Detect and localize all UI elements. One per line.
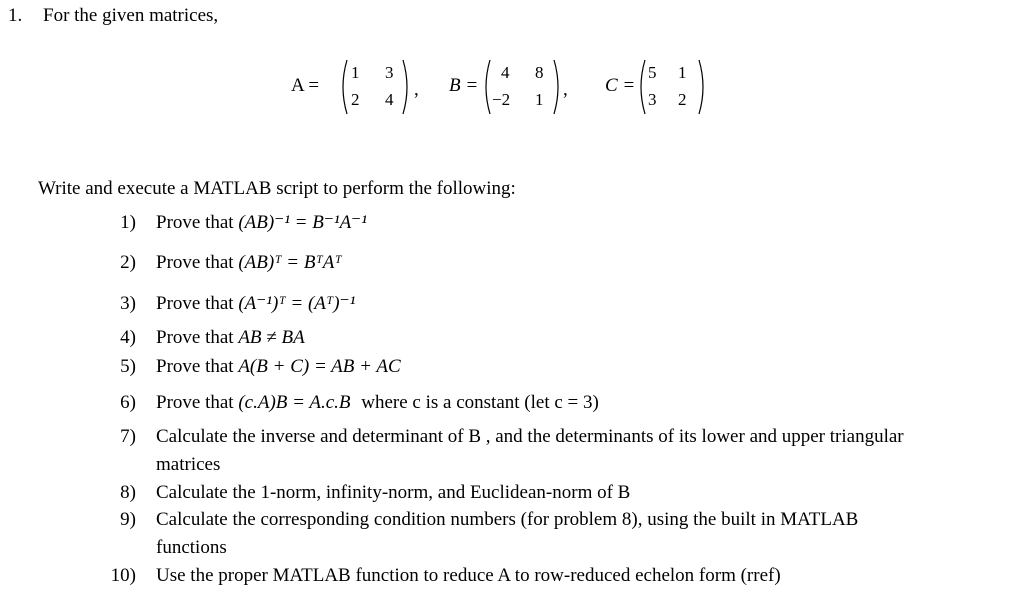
matrix-c-cell: 2	[678, 90, 687, 109]
item-body: Calculate the inverse and determinant of B , and the determinants of its lower and upper triangular	[156, 426, 904, 447]
matrix-c-cell: 1	[678, 63, 687, 82]
item-number: 7)	[120, 426, 136, 447]
item-text: Prove that	[156, 293, 234, 314]
matrix-c-cell: 5	[648, 63, 657, 82]
item-text: Prove that	[156, 252, 234, 273]
item-body	[156, 328, 305, 347]
item-number: 2)	[120, 252, 136, 273]
item-math: (AB)ᵀ = BᵀAᵀ	[238, 252, 342, 273]
item-math: (A⁻¹)ᵀ = (Aᵀ)⁻¹	[238, 293, 356, 314]
item-math: A(B + C) = AB + AC	[238, 356, 401, 377]
item-math: (c.A)B = A.c.B	[238, 392, 351, 413]
matrix-b-cell: 4	[501, 63, 510, 82]
matrix-a-brackets	[338, 58, 412, 116]
matrix-c-brackets	[636, 58, 708, 116]
matrix-b-separator: ,	[563, 79, 568, 100]
item-number: 4)	[120, 327, 136, 348]
item-math: (AB)⁻¹ = B⁻¹A⁻¹	[238, 212, 367, 233]
matrix-b-label: B =	[449, 75, 479, 96]
item-body: Calculate the 1-norm, infinity-norm, and Euclidean-norm of B	[156, 482, 631, 503]
item-body	[156, 253, 342, 272]
item-text: Prove that	[156, 327, 234, 348]
matrix-b-cell: 8	[535, 63, 544, 82]
item-body	[156, 213, 367, 232]
item-number: 10)	[110, 565, 136, 586]
matrix-a-cell: 2	[351, 90, 360, 109]
item-continuation: functions	[156, 537, 227, 558]
item-number: 5)	[120, 356, 136, 377]
item-body: Use the proper MATLAB function to reduce A to row-reduced echelon form (rref)	[156, 565, 781, 586]
item-number: 9)	[120, 509, 136, 530]
matrix-a-cell: 3	[385, 63, 394, 82]
instruction-text: Write and execute a MATLAB script to perform the following:	[38, 178, 516, 199]
item-tail: where c is a constant (let c = 3)	[361, 392, 599, 413]
item-number: 1)	[120, 212, 136, 233]
matrix-a-separator: ,	[414, 79, 419, 100]
matrix-c-label: C =	[605, 75, 636, 96]
item-continuation: matrices	[156, 454, 221, 475]
matrix-b-cell: −2	[492, 90, 511, 109]
matrix-c-cell: 3	[648, 90, 657, 109]
item-text: Prove that	[156, 356, 234, 377]
matrix-a-cell: 1	[351, 63, 360, 82]
item-body	[156, 294, 355, 313]
matrix-a-cell: 4	[385, 90, 394, 109]
item-number: 6)	[120, 392, 136, 413]
item-number: 8)	[120, 482, 136, 503]
item-number: 3)	[120, 293, 136, 314]
item-body	[156, 393, 599, 412]
matrix-a	[338, 58, 412, 116]
item-text: Prove that	[156, 392, 234, 413]
matrix-b-cell: 1	[535, 90, 544, 109]
matrix-a-label: A =	[291, 75, 320, 96]
matrix-b	[481, 58, 555, 116]
matrix-c	[636, 58, 710, 116]
problem-intro: For the given matrices,	[43, 5, 219, 26]
item-math: AB ≠ BA	[238, 327, 305, 348]
item-body: Calculate the corresponding condition numbers (for problem 8), using the built in MATLAB	[156, 509, 859, 530]
problem-number: 1.	[8, 5, 23, 26]
item-text: Prove that	[156, 212, 234, 233]
item-body	[156, 357, 401, 376]
